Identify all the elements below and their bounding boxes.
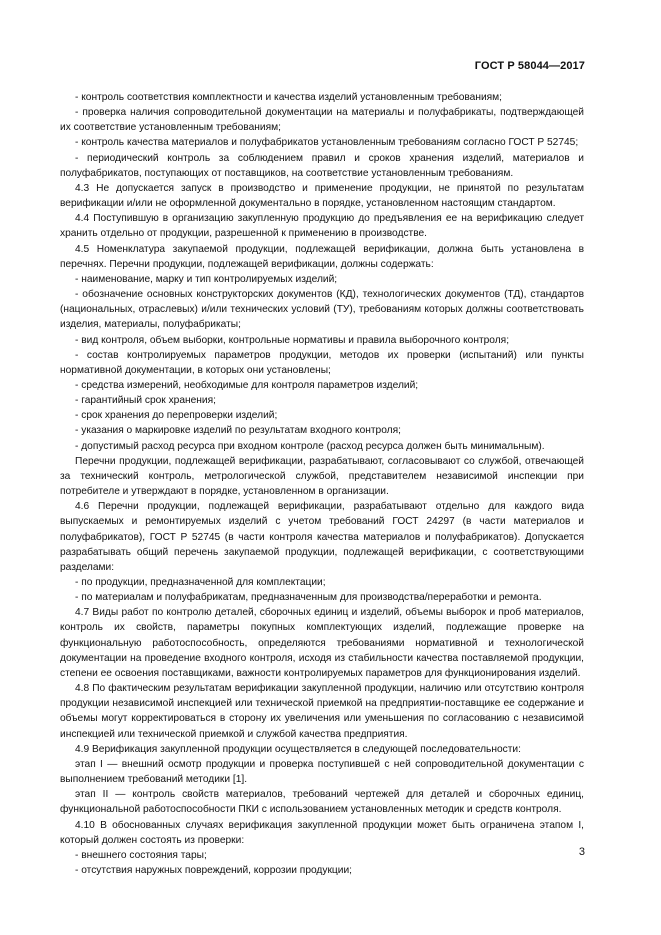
paragraph: 4.3 Не допускается запуск в производство и применение продукции, не принятой по результатам верификации и/или не оформленной документально в порядке, установленном настоящим стандартом. [60,182,584,210]
paragraph: - гарантийный срок хранения; [75,395,216,407]
document-header: ГОСТ Р 58044—2017 [474,60,585,72]
paragraph: - срок хранения до перепроверки изделий; [75,410,278,422]
paragraph: - контроль качества материалов и полуфабрикатов установленным требованиям согласно ГОСТ Р 52745; [75,137,579,149]
paragraph: 4.8 По фактическим результатам верификации закупленной продукции, наличию или отсутствию контроля продукции независимой инспекцией или технической приемкой на предприятии-поставщике ее содержание и объемы могут корректироваться в сторону их увеличения или уменьшения по согласованию с независимой инспекцией или технической приемкой и службой качества предприятия. [60,683,584,740]
paragraph: - внешнего состояния тары; [75,849,207,861]
paragraph: 4.7 Виды работ по контролю деталей, сборочных единиц и изделий, объемы выборок и проб материалов, контроль их свойств, параметры покупных комплектующих изделий, подлежащие проверке на функциональную работоспособность, определяются требованиями нормативной и технологической документации на проведение входного контроля, исходя из стабильности качества поставляемой продукции, степени ее освоения поставщиками, важности контролируемых параметров для функционирования изделий. [60,607,584,679]
paragraph: - состав контролируемых параметров продукции, методов их проверки (испытаний) или пункты нормативной документации, в которых они установлены; [60,349,584,376]
paragraph: этап II — контроль свойств материалов, требований чертежей для деталей и сборочных единиц, функциональной работоспособности ПКИ с использованием установленных методик и средств контроля. [60,789,584,816]
paragraph: - контроль соответствия комплектности и качества изделий установленным требованиям; [75,92,503,103]
paragraph: - наименование, марку и тип контролируемых изделий; [75,273,338,285]
paragraph: - периодический контроль за соблюдением правил и сроков хранения изделий, материалов и полуфабрикатов, поступающих от поставщиков, на соответствие установленным требованиям. [60,152,584,179]
paragraph: этап I — внешний осмотр продукции и проверка поступившей с ней сопроводительной документации с выполнением требований методики [1]. [60,758,584,786]
paragraph: 4.6 Перечни продукции, подлежащей верификации, разрабатывают отдельно для каждого вида выпускаемых и ремонтируемых изделий с учетом требований ГОСТ 24297 (в части материалов и полуфабрикатов), ГОСТ Р 52745 (в части контроля качества материалов и полуфабрикатов). Допускается разрабатывать общий перечень закупаемой продукции, подлежащей верификации, с соответствующими разделами: [60,501,584,573]
paragraph: - проверка наличия сопроводительной документации на материалы и полуфабрикаты, подтверждающей их соответствие установленным требованиям; [60,107,584,134]
paragraph: 4.5 Номенклатура закупаемой продукции, подлежащей верификации, должна быть установлена в перечнях. Перечни продукции, подлежащей верификации, должны содержать: [60,243,584,270]
paragraph: 4.4 Поступившую в организацию закупленную продукцию до предъявления ее на верификацию следует хранить отдельно от продукции, разрешенной к применению в производстве. [60,213,584,240]
document-body [60,90,584,878]
paragraph: - средства измерений, необходимые для контроля параметров изделий; [75,379,419,391]
page-number: 3 [578,846,585,858]
paragraph: 4.10 В обоснованных случаях верификация закупленной продукции может быть ограничена этапом I, который должен состоять из проверки: [60,819,584,846]
paragraph: - по материалам и полуфабрикатам, предназначенным для производства/переработки и ремонта. [75,592,542,604]
paragraph: - указания о маркировке изделий по результатам входного контроля; [75,425,401,437]
paragraph: - обозначение основных конструкторских документов (КД), технологических документов (ТД), стандартов (национальных, отраслевых) и/или технических условий (ТУ), требованиям которых должны соответствовать изделия, материалы, полуфабрикаты; [60,289,584,331]
paragraph: Перечни продукции, подлежащей верификации, разрабатывают, согласовывают со службой, отвечающей за технический контроль, метрологической службой, представителем независимой инспекции при потребителе и утверждают в порядке, установленном в организации. [60,455,584,498]
paragraph: - допустимый расход ресурса при входном контроле (расход ресурса должен быть минимальным). [75,440,545,452]
paragraph: - по продукции, предназначенной для комплектации; [75,577,326,588]
paragraph: - отсутствия наружных повреждений, коррозии продукции; [75,864,352,876]
paragraph: 4.9 Верификация закупленной продукции осуществляется в следующей последовательности: [75,743,521,755]
paragraph: - вид контроля, объем выборки, контрольные нормативы и правила выборочного контроля; [75,334,510,346]
